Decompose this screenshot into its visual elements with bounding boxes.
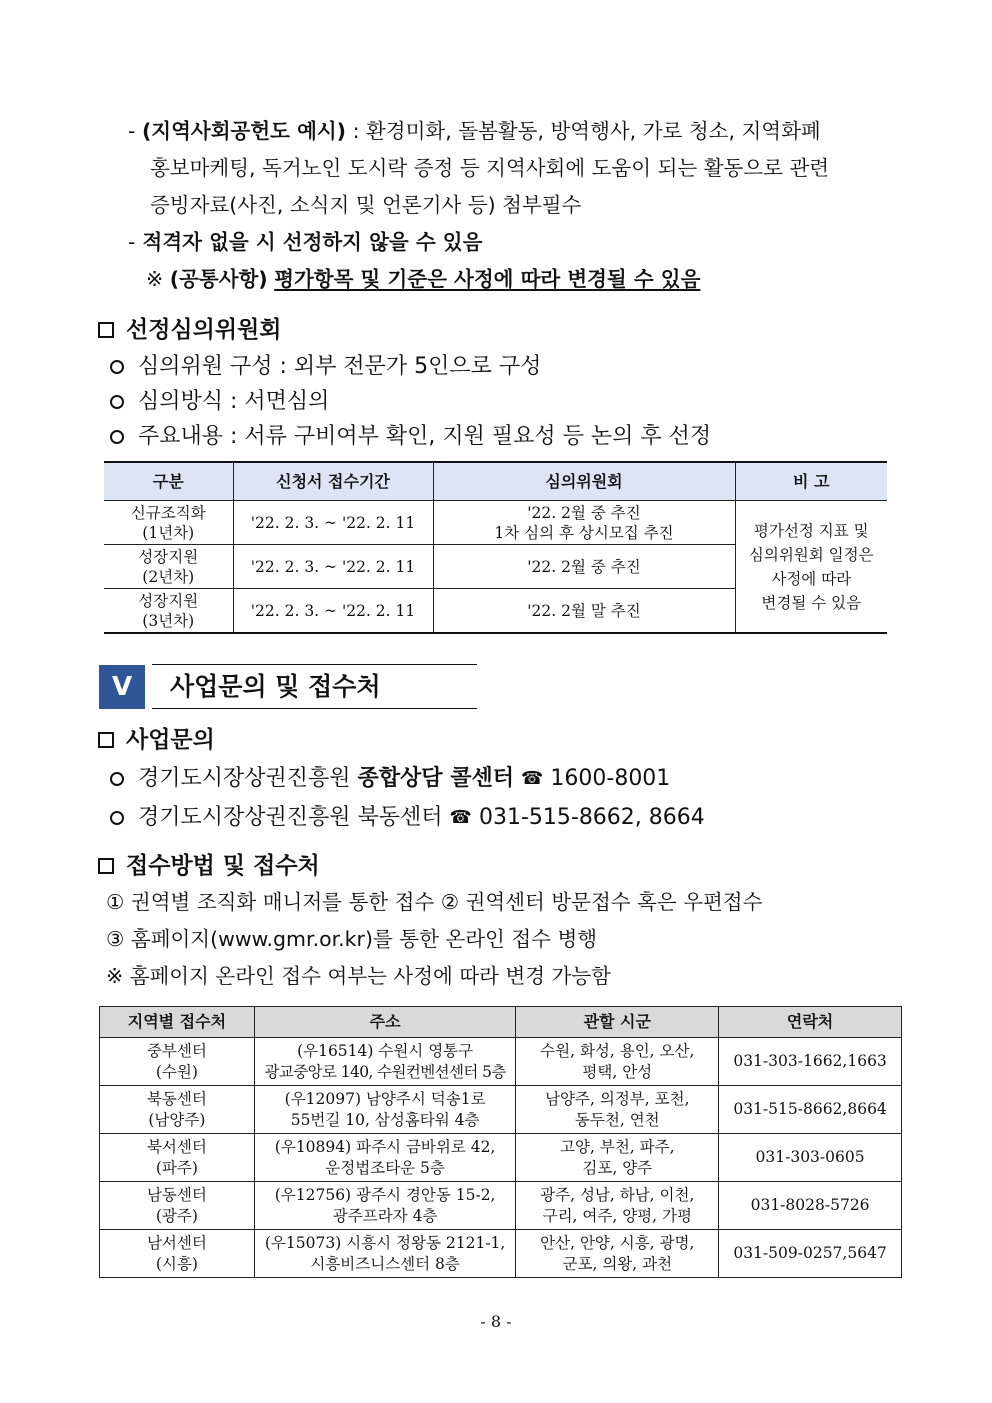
area-line: 평택, 안성 [582, 1062, 653, 1081]
circle-bullet-icon [110, 395, 124, 409]
type-line: (3년차) [142, 611, 195, 630]
center-cell [100, 1182, 255, 1230]
chapter-rule-bottom [152, 708, 477, 709]
center-cell [100, 1230, 255, 1278]
center-cell [100, 1086, 255, 1134]
phone-cell: 031-303-1662,1663 [719, 1038, 902, 1086]
committee-bullet-1 [110, 352, 541, 382]
center-line: 북서센터 [146, 1137, 207, 1156]
inquiry-item-1 [110, 764, 670, 794]
type-cell [104, 589, 233, 634]
area-line: 광주, 성남, 하남, 이천, [540, 1185, 695, 1204]
address-line: 시흥비즈니스센터 8층 [310, 1254, 460, 1273]
bullet-text: 심의방식 : 서면심의 [138, 389, 330, 414]
review-line: 1차 심의 후 상시모집 추진 [494, 523, 674, 542]
dash-marker: - [128, 230, 136, 254]
address-line: (우16514) 수원시 영통구 [297, 1041, 474, 1060]
chapter-title: 사업문의 및 접수처 [170, 672, 381, 701]
call-center-label: 종합상담 콜센터 [357, 766, 514, 791]
phone-cell: 031-8028-5726 [719, 1182, 902, 1230]
area-line: 동두천, 연천 [574, 1110, 660, 1129]
area-cell [516, 1182, 719, 1230]
address-line: 광교중앙로 140, 수원컨벤션센터 5층 [264, 1062, 506, 1081]
header-cell: 지역별 접수처 [100, 1007, 255, 1038]
address-cell [254, 1230, 516, 1278]
phone-icon: ☎ [449, 807, 472, 828]
phone-number: 031-515-8662, 8664 [478, 805, 705, 830]
address-line: 운정법조타운 5층 [325, 1158, 445, 1177]
center-cell [100, 1134, 255, 1182]
address-line: (우12097) 남양주시 덕송1로 [284, 1089, 486, 1108]
center-line: (광주) [155, 1206, 198, 1225]
remark-cell [735, 501, 887, 634]
remark-line: 사정에 따라 [771, 569, 852, 588]
table-header-row [100, 1007, 902, 1038]
method-line-2: ③ 홈페이지(www.gmr.or.kr)를 통한 온라인 접수 병행 [106, 927, 598, 951]
center-line: (수원) [155, 1062, 198, 1081]
inquiry-heading [98, 724, 215, 756]
phone-cell: 031-303-0605 [719, 1134, 902, 1182]
table-header-row [104, 462, 887, 501]
phone-cell: 031-515-8662,8664 [719, 1086, 902, 1134]
header-cell: 신청서 접수기간 [233, 462, 433, 501]
common-note [146, 264, 700, 294]
reference-mark: ※ [146, 267, 164, 291]
address-line: 55번길 10, 삼성홈타워 4층 [290, 1110, 480, 1129]
review-line: '22. 2월 중 추진 [527, 503, 641, 522]
type-line: (2년차) [142, 567, 195, 586]
type-line: 성장지원 [138, 591, 199, 610]
reception-table [99, 1006, 902, 1278]
center-line: 남동센터 [146, 1185, 207, 1204]
committee-bullet-2 [110, 387, 329, 417]
table-row [100, 1134, 902, 1182]
center-line: 북동센터 [146, 1089, 207, 1108]
chapter-number-badge: V [99, 665, 145, 709]
period-cell: '22. 2. 3. ~ '22. 2. 11 [233, 545, 433, 589]
type-line: (1년차) [142, 523, 195, 542]
no-qualified-line [128, 227, 482, 257]
area-line: 안산, 안양, 시흥, 광명, [540, 1233, 695, 1252]
center-line: (파주) [155, 1158, 198, 1177]
inquiry-heading-text: 사업문의 [126, 727, 215, 753]
area-cell [516, 1230, 719, 1278]
header-cell: 주소 [254, 1007, 516, 1038]
table-row [104, 501, 887, 545]
committee-heading [98, 314, 282, 346]
reception-heading-text: 접수방법 및 접수처 [126, 853, 320, 879]
address-line: 광주프라자 4층 [332, 1206, 438, 1225]
area-line: 군포, 의왕, 과천 [562, 1254, 673, 1273]
area-line: 구리, 여주, 양평, 가평 [542, 1206, 692, 1225]
address-line: (우15073) 시흥시 정왕동 2121-1, [264, 1233, 506, 1252]
reception-heading [98, 850, 320, 882]
bullet-text: 심의위원 구성 : 외부 전문가 5인으로 구성 [138, 354, 542, 379]
phone-number: 1600-8001 [550, 766, 671, 791]
circle-bullet-icon [110, 360, 124, 374]
circle-bullet-icon [110, 811, 124, 825]
center-line: (남양주) [148, 1110, 206, 1129]
type-line: 성장지원 [138, 547, 199, 566]
type-cell [104, 501, 233, 545]
method-note: ※ 홈페이지 온라인 접수 여부는 사정에 따라 변경 가능함 [106, 964, 611, 988]
example-label: (지역사회공헌도 예시) [141, 119, 347, 143]
common-note-text: 평가항목 및 기준은 사정에 따라 변경될 수 있음 [274, 267, 701, 291]
remark-line: 심의위원회 일정은 [748, 545, 874, 564]
review-cell: '22. 2월 말 추진 [433, 589, 735, 634]
checkbox-square-icon [98, 732, 114, 748]
header-cell: 연락처 [719, 1007, 902, 1038]
center-line: 남서센터 [146, 1233, 207, 1252]
address-cell [254, 1038, 516, 1086]
method-line-1: ① 권역별 조직화 매니저를 통한 접수 ② 권역센터 방문접수 혹은 우편접수 [106, 890, 763, 914]
org-name: 경기도시장상권진흥원 북동센터 [138, 805, 443, 830]
address-cell [254, 1182, 516, 1230]
dash-marker: - [128, 119, 136, 143]
circle-bullet-icon [110, 772, 124, 786]
remark-line: 평가선정 지표 및 [753, 521, 869, 540]
phone-cell: 031-509-0257,5647 [719, 1230, 902, 1278]
table-row [100, 1038, 902, 1086]
area-cell [516, 1086, 719, 1134]
common-note-label: (공통사항) [169, 267, 268, 291]
table-row [100, 1230, 902, 1278]
header-cell: 구분 [104, 462, 233, 501]
table-row [100, 1182, 902, 1230]
chapter-rule-top [152, 664, 477, 665]
address-cell [254, 1134, 516, 1182]
committee-bullet-3 [110, 422, 711, 452]
center-line: 중부센터 [146, 1041, 207, 1060]
example-line-3: 증빙자료(사진, 소식지 및 언론기사 등) 첨부필수 [150, 193, 582, 217]
center-line: (시흥) [155, 1254, 198, 1273]
remark-line: 변경될 수 있음 [761, 593, 862, 612]
example-line-2: 홍보마케팅, 독거노인 도시락 증정 등 지역사회에 도움이 되는 활동으로 관련 [150, 156, 830, 180]
type-cell [104, 545, 233, 589]
address-line: (우12756) 광주시 경안동 15-2, [274, 1185, 496, 1204]
area-line: 남양주, 의정부, 포천, [545, 1089, 690, 1108]
address-line: (우10894) 파주시 금바위로 42, [274, 1137, 496, 1156]
inquiry-item-2 [110, 803, 705, 833]
area-line: 수원, 화성, 용인, 오산, [540, 1041, 695, 1060]
area-line: 김포, 양주 [582, 1158, 653, 1177]
example-line-1 [128, 116, 821, 146]
center-cell [100, 1038, 255, 1086]
review-cell: '22. 2월 중 추진 [433, 545, 735, 589]
circle-bullet-icon [110, 430, 124, 444]
address-cell [254, 1086, 516, 1134]
header-cell: 심의위원회 [433, 462, 735, 501]
page-number: - 8 - [480, 1312, 512, 1331]
review-cell [433, 501, 735, 545]
header-cell: 비 고 [735, 462, 887, 501]
bullet-text: 주요내용 : 서류 구비여부 확인, 지원 필요성 등 논의 후 선정 [138, 424, 712, 449]
committee-heading-text: 선정심의위원회 [126, 317, 282, 343]
area-cell [516, 1038, 719, 1086]
checkbox-square-icon [98, 858, 114, 874]
checkbox-square-icon [98, 322, 114, 338]
period-cell: '22. 2. 3. ~ '22. 2. 11 [233, 589, 433, 634]
committee-table [104, 461, 887, 634]
org-name: 경기도시장상권진흥원 [138, 766, 351, 791]
area-line: 고양, 부천, 파주, [560, 1137, 675, 1156]
area-cell [516, 1134, 719, 1182]
phone-icon: ☎ [520, 768, 544, 789]
header-cell: 관할 시군 [516, 1007, 719, 1038]
period-cell: '22. 2. 3. ~ '22. 2. 11 [233, 501, 433, 545]
table-row [100, 1086, 902, 1134]
example-text: : 환경미화, 돌봄활동, 방역행사, 가로 청소, 지역화폐 [346, 119, 821, 143]
type-line: 신규조직화 [130, 503, 206, 522]
no-qualified-text: 적격자 없을 시 선정하지 않을 수 있음 [142, 230, 483, 254]
